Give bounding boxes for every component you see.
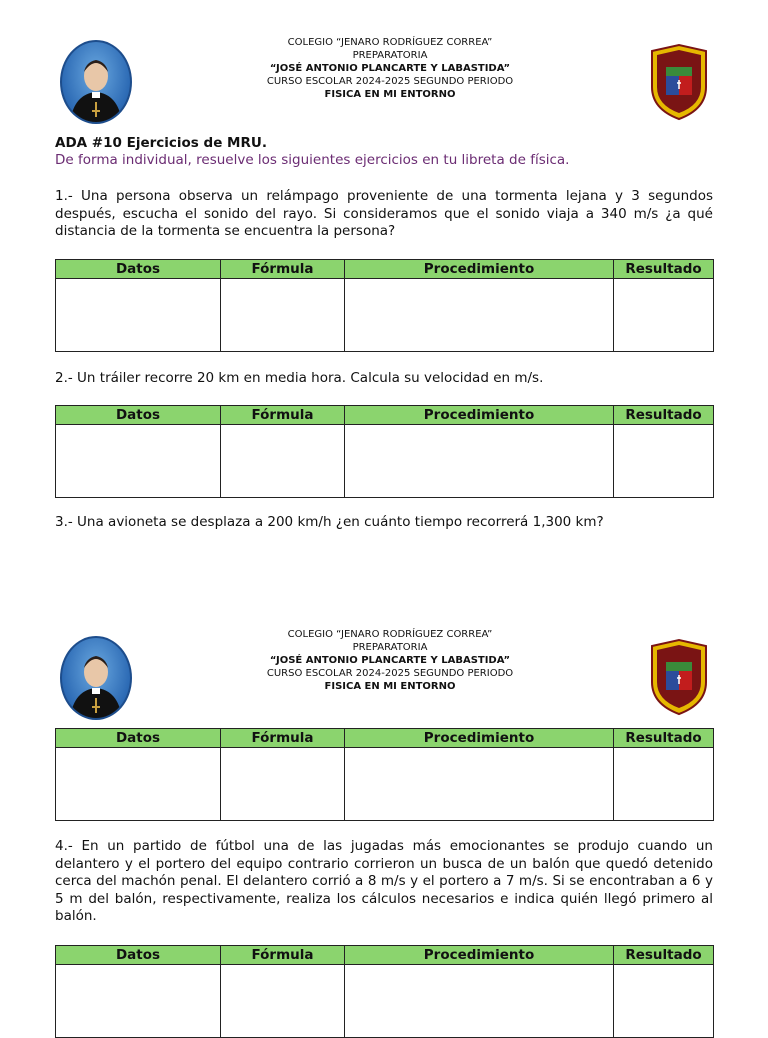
course-name: FISICA EN MI ENTORNO	[324, 681, 456, 692]
cell-datos[interactable]	[56, 425, 221, 498]
answer-table-4	[55, 945, 714, 1038]
school-year-period: CURSO ESCOLAR 2024-2025 SEGUNDO PERIODO	[266, 76, 514, 87]
col-header-procedimiento: Procedimiento	[345, 729, 614, 748]
cell-formula[interactable]	[221, 965, 345, 1038]
col-header-formula: Fórmula	[221, 260, 345, 279]
answer-table-3	[55, 728, 714, 821]
cell-procedimiento[interactable]	[345, 965, 614, 1038]
cell-resultado[interactable]	[614, 279, 714, 352]
cell-formula[interactable]	[221, 425, 345, 498]
cell-resultado[interactable]	[614, 425, 714, 498]
col-header-formula: Fórmula	[221, 406, 345, 425]
col-header-resultado: Resultado	[614, 406, 714, 425]
school-level: PREPARATORIA	[352, 50, 428, 61]
answer-table-2	[55, 405, 714, 498]
cell-procedimiento[interactable]	[345, 425, 614, 498]
school-crest-icon	[648, 43, 710, 121]
cell-datos[interactable]	[56, 965, 221, 1038]
col-header-datos: Datos	[56, 406, 221, 425]
school-year-period: CURSO ESCOLAR 2024-2025 SEGUNDO PERIODO	[266, 668, 514, 679]
assignment-instructions: De forma individual, resuelve los siguientes ejercicios en tu libreta de física.	[55, 152, 570, 168]
col-header-resultado: Resultado	[614, 946, 714, 965]
school-crest-icon	[648, 638, 710, 716]
page-header	[0, 36, 768, 136]
col-header-resultado: Resultado	[614, 260, 714, 279]
col-header-formula: Fórmula	[221, 729, 345, 748]
question-2: 2.- Un tráiler recorre 20 km en media hora. Calcula su velocidad en m/s.	[55, 370, 544, 386]
question-1: 1.- Una persona observa un relámpago proveniente de una tormenta lejana y 3 segundos después, escucha el sonido del rayo. Si consideramos que el sonido viaja a 340 m/s ¿a qué distancia de la tormenta se encuentra la persona?	[55, 188, 713, 239]
answer-table-1	[55, 259, 714, 352]
col-header-datos: Datos	[56, 729, 221, 748]
school-name: COLEGIO “JENARO RODRÍGUEZ CORREA”	[287, 37, 493, 48]
school-campus: “JOSÉ ANTONIO PLANCARTE Y LABASTIDA”	[269, 63, 511, 74]
course-name: FISICA EN MI ENTORNO	[324, 89, 456, 100]
col-header-formula: Fórmula	[221, 946, 345, 965]
cell-procedimiento[interactable]	[345, 279, 614, 352]
cell-datos[interactable]	[56, 279, 221, 352]
question-4: 4.- En un partido de fútbol una de las jugadas más emocionantes se produjo cuando un delantero y el portero del equipo contrario corrieron un busca de un balón que quedó detenido cerca del machón penal. El delantero corrió a 8 m/s y el portero a 7 m/s. Si se encontraban a 6 y 5 m del balón, respectivamente, realiza los cálculos necesarios e indica quién llegó primero al balón.	[55, 838, 713, 924]
header-text-block	[200, 36, 580, 101]
founder-portrait-icon	[60, 636, 132, 720]
cell-resultado[interactable]	[614, 965, 714, 1038]
cell-resultado[interactable]	[614, 748, 714, 821]
col-header-procedimiento: Procedimiento	[345, 406, 614, 425]
cell-formula[interactable]	[221, 748, 345, 821]
col-header-datos: Datos	[56, 946, 221, 965]
page-header	[0, 628, 768, 728]
school-level: PREPARATORIA	[352, 642, 428, 653]
col-header-procedimiento: Procedimiento	[345, 260, 614, 279]
col-header-procedimiento: Procedimiento	[345, 946, 614, 965]
school-campus: “JOSÉ ANTONIO PLANCARTE Y LABASTIDA”	[269, 655, 511, 666]
cell-datos[interactable]	[56, 748, 221, 821]
school-name: COLEGIO “JENARO RODRÍGUEZ CORREA”	[287, 629, 493, 640]
col-header-datos: Datos	[56, 260, 221, 279]
question-3: 3.- Una avioneta se desplaza a 200 km/h ¿en cuánto tiempo recorrerá 1,300 km?	[55, 514, 604, 530]
assignment-title: ADA #10 Ejercicios de MRU.	[55, 135, 267, 151]
founder-portrait-icon	[60, 40, 132, 124]
cell-formula[interactable]	[221, 279, 345, 352]
header-text-block	[200, 628, 580, 693]
col-header-resultado: Resultado	[614, 729, 714, 748]
cell-procedimiento[interactable]	[345, 748, 614, 821]
